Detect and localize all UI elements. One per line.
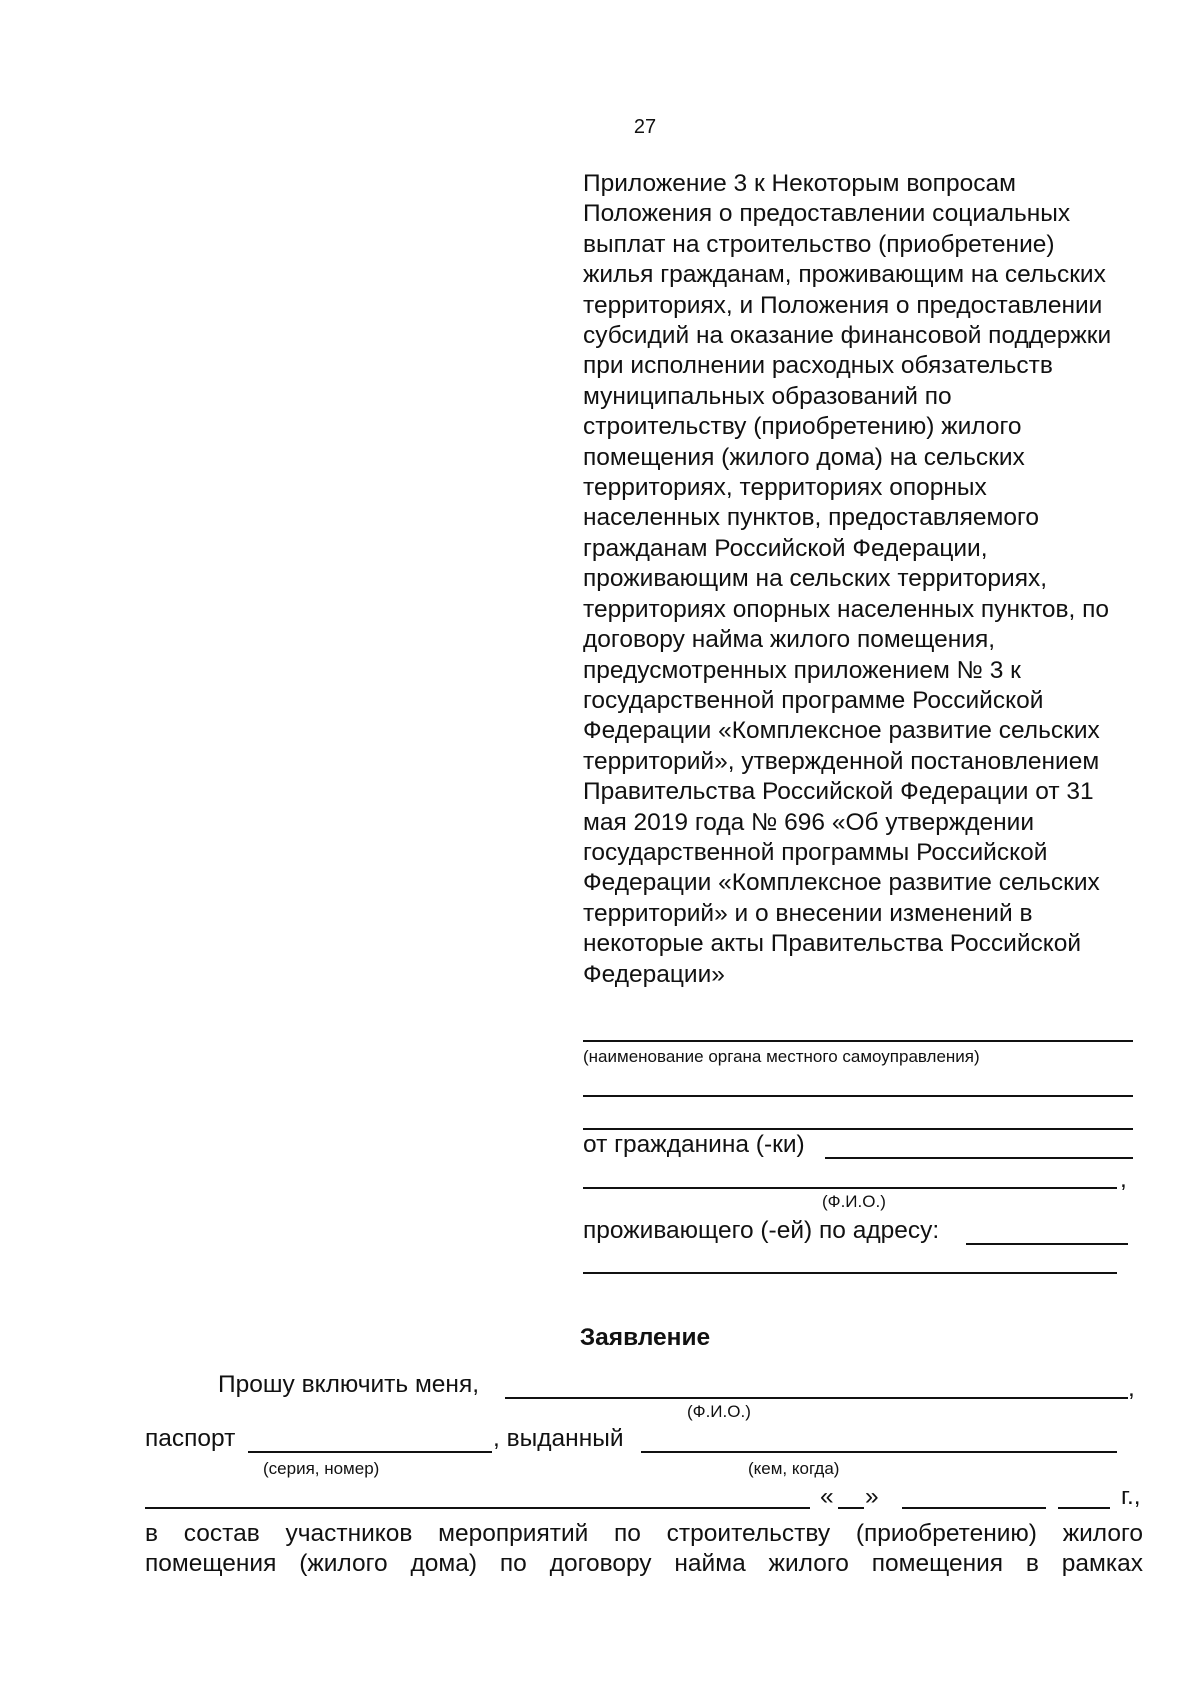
- appendix-line: выплат на строительство (приобретение): [583, 230, 1055, 258]
- appendix-line: Приложение 3 к Некоторым вопросам: [583, 170, 1016, 197]
- passport-issuer-caption: (кем, когда): [748, 1459, 840, 1478]
- statement-title: Заявление: [579, 1324, 711, 1351]
- appendix-line: предусмотренных приложением № 3 к: [583, 656, 1021, 684]
- date-quote-open: «: [820, 1483, 834, 1510]
- appendix-heading: [583, 169, 1143, 990]
- citizen-fio-caption: (Ф.И.О.): [822, 1192, 886, 1211]
- appendix-line: территориях опорных населенных пунктов, по: [583, 595, 1110, 623]
- address-line-2[interactable]: [583, 1272, 1117, 1274]
- appendix-line: населенных пунктов, предоставляемого: [583, 504, 1039, 532]
- request-label: Прошу включить меня,: [218, 1371, 480, 1398]
- citizen-comma: ,: [1120, 1166, 1127, 1193]
- citizen-name-line-2[interactable]: [583, 1187, 1117, 1189]
- address-line-1[interactable]: [966, 1243, 1128, 1245]
- org-name-caption: (наименование органа местного самоуправления): [583, 1047, 980, 1066]
- applicant-name-line[interactable]: [505, 1397, 1128, 1399]
- appendix-line: жилья гражданам, проживающим на сельских: [583, 261, 1106, 289]
- appendix-line: некоторые акты Правительства Российской: [583, 930, 1082, 958]
- date-year-line[interactable]: [1058, 1507, 1110, 1509]
- appendix-line: территориях, и Положения о предоставлении: [583, 291, 1103, 319]
- appendix-line: помещения (жилого дома) на сельских: [583, 443, 1025, 471]
- org-extra-line-2[interactable]: [583, 1128, 1133, 1130]
- appendix-line: субсидий на оказание финансовой поддержки: [583, 322, 1112, 350]
- appendix-line: территорий» и о внесении изменений в: [583, 899, 1033, 927]
- appendix-line: территорий», утвержденной постановлением: [583, 747, 1100, 775]
- applicant-fio-caption: (Ф.И.О.): [687, 1402, 751, 1421]
- passport-issuer-line-2[interactable]: [145, 1507, 810, 1509]
- date-month-line[interactable]: [902, 1507, 1046, 1509]
- page-number: 27: [633, 116, 657, 138]
- appendix-line: гражданам Российской Федерации,: [583, 534, 988, 562]
- appendix-line: Федерации»: [583, 960, 725, 988]
- org-name-line[interactable]: [583, 1040, 1133, 1042]
- date-quote-close: »: [865, 1483, 879, 1510]
- statement-body-line-2: помещения (жилого дома) по договору найма жилого помещения в рамках: [145, 1550, 1143, 1577]
- citizen-name-line[interactable]: [825, 1157, 1133, 1159]
- appendix-line: договору найма жилого помещения,: [583, 626, 996, 654]
- appendix-line: мая 2019 года № 696 «Об утверждении: [583, 808, 1035, 836]
- statement-body-line-1: в состав участников мероприятий по строительству (приобретению) жилого: [145, 1520, 1143, 1547]
- issued-label: , выданный: [493, 1425, 624, 1452]
- passport-issuer-line[interactable]: [641, 1451, 1117, 1453]
- year-suffix: г.,: [1121, 1483, 1141, 1510]
- appendix-line: муниципальных образований по: [583, 382, 952, 410]
- appendix-line: строительству (приобретению) жилого: [583, 413, 1022, 441]
- appendix-line: при исполнении расходных обязательств: [583, 352, 1053, 380]
- appendix-line: государственной программы Российской: [583, 838, 1048, 866]
- org-extra-line-1[interactable]: [583, 1095, 1133, 1097]
- request-comma: ,: [1128, 1375, 1135, 1402]
- from-citizen-label: от гражданина (-ки): [583, 1131, 805, 1158]
- appendix-line: территориях, территориях опорных: [583, 474, 987, 502]
- appendix-line: государственной программе Российской: [583, 686, 1044, 714]
- date-day-line[interactable]: [838, 1507, 864, 1509]
- appendix-line: Федерации «Комплексное развитие сельских: [583, 869, 1100, 897]
- passport-number-line[interactable]: [248, 1451, 492, 1453]
- passport-label: паспорт: [145, 1425, 236, 1452]
- appendix-line: Федерации «Комплексное развитие сельских: [583, 717, 1100, 745]
- passport-series-caption: (серия, номер): [263, 1459, 380, 1478]
- address-label: проживающего (-ей) по адресу:: [583, 1217, 940, 1244]
- appendix-line: Правительства Российской Федерации от 31: [583, 778, 1094, 806]
- appendix-line: проживающим на сельских территориях,: [583, 565, 1048, 593]
- appendix-line: Положения о предоставлении социальных: [583, 200, 1071, 228]
